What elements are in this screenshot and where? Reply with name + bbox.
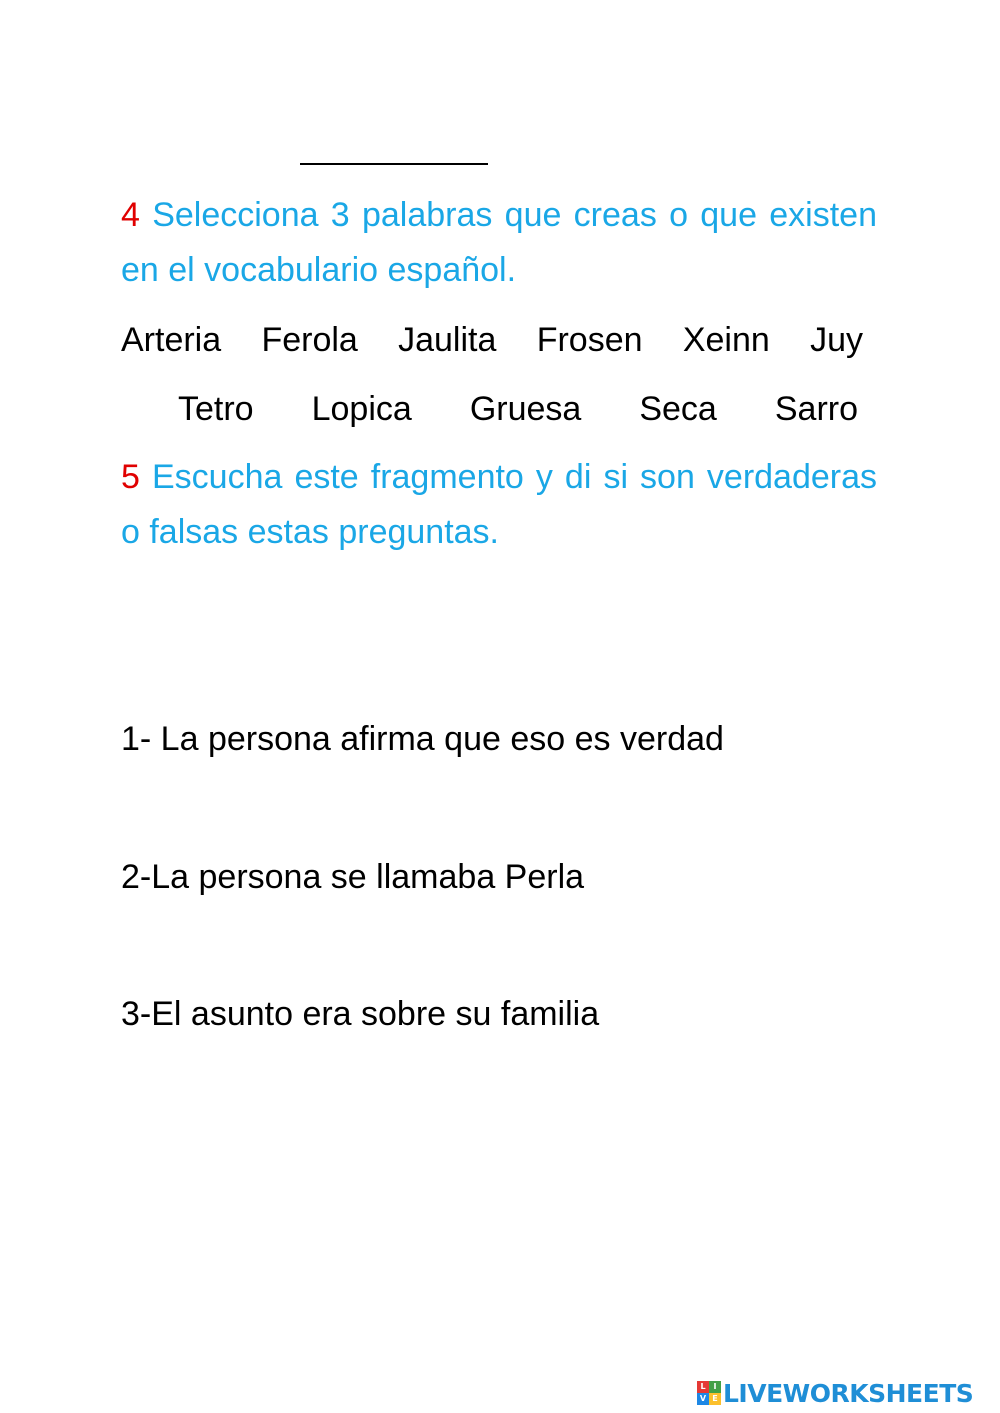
- answer-blank-line: [300, 163, 488, 165]
- liveworksheets-logo-icon: L I V E: [697, 1381, 721, 1405]
- question-4: [121, 188, 877, 298]
- question-5: [121, 450, 877, 560]
- word-bank-item[interactable]: Tetro: [178, 390, 254, 428]
- word-bank-item[interactable]: Jaulita: [398, 321, 497, 359]
- question-5-number: 5: [121, 458, 140, 496]
- question-4-number: 4: [121, 196, 140, 234]
- true-false-statement: 2-La persona se llamaba Perla: [121, 858, 585, 896]
- true-false-statement: 3-El asunto era sobre su familia: [121, 995, 600, 1033]
- word-bank-item[interactable]: Gruesa: [469, 390, 582, 428]
- word-bank-row-2: [178, 389, 858, 429]
- word-bank-item[interactable]: Frosen: [536, 321, 643, 359]
- liveworksheets-logo: [697, 1378, 973, 1408]
- word-bank-item[interactable]: Ferola: [261, 321, 358, 359]
- question-4-text: Selecciona 3 palabras que creas o que existen en el vocabulario español.: [121, 196, 877, 289]
- word-bank-row-1: [121, 320, 863, 360]
- question-5-text: Escucha este fragmento y di si son verdaderas o falsas estas preguntas.: [121, 458, 878, 551]
- true-false-statement: 1- La persona afirma que eso es verdad: [121, 720, 724, 758]
- word-bank-item[interactable]: Arteria: [121, 321, 222, 359]
- word-bank-item[interactable]: Lopica: [311, 390, 412, 428]
- liveworksheets-logo-text: LIVEWORKSHEETS: [723, 1378, 974, 1408]
- word-bank-item[interactable]: Seca: [639, 390, 717, 428]
- word-bank-item[interactable]: Juy: [810, 321, 863, 359]
- word-bank-item[interactable]: Xeinn: [682, 321, 770, 359]
- word-bank-item[interactable]: Sarro: [774, 390, 858, 428]
